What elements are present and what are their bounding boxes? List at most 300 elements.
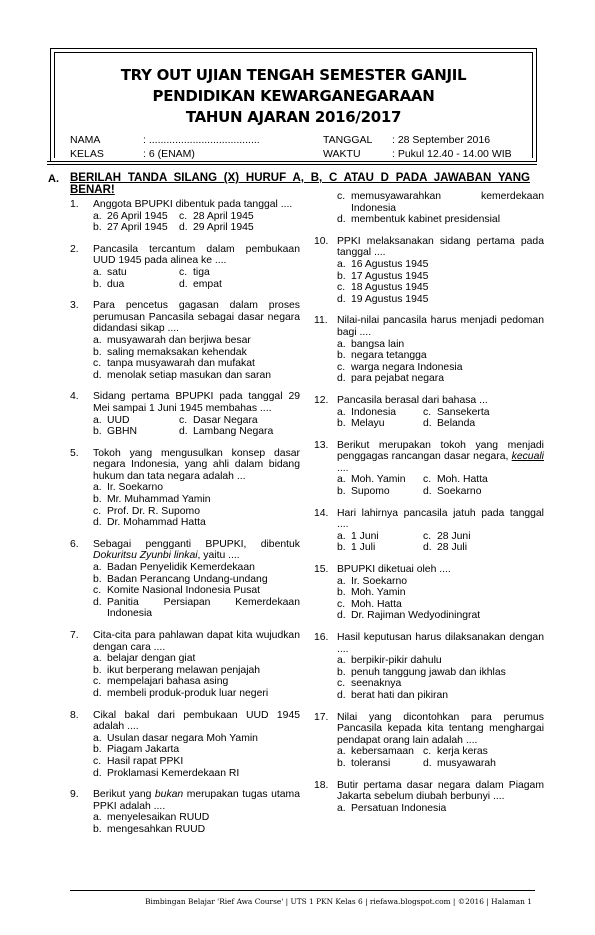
answer-options (337, 746, 544, 769)
option-text: Melayu (351, 418, 385, 430)
answer-option[interactable] (337, 294, 544, 306)
exam-title: TRY OUT UJIAN TENGAH SEMESTER GANJIL (120, 66, 467, 84)
answer-option[interactable] (93, 517, 300, 529)
option-letter: a. (337, 258, 346, 270)
question-text: Pancasila tercantum dalam pembukaan UUD 1945 pada alinea ke .... (93, 243, 300, 267)
question-text: Hari lahirnya pancasila jatuh pada tanggal .... (337, 507, 544, 531)
option-letter: b. (337, 587, 346, 599)
option-letter: a. (93, 334, 102, 346)
option-letter: a. (337, 575, 346, 587)
option-letter: c. (93, 585, 102, 597)
question-number: 9. (70, 789, 79, 801)
answer-options (93, 653, 300, 699)
question-item (70, 710, 300, 780)
option-text: ikut berperang melawan penjajah (107, 664, 261, 676)
waktu-value: : Pukul 12.40 - 14.00 WIB (392, 148, 512, 160)
answer-option[interactable] (93, 744, 300, 756)
question-text: Berikut merupakan tokoh yang menjadi penggagas rancangan dasar negara, kecuali .... (337, 439, 544, 474)
option-letter: c. (337, 678, 346, 690)
question-item (70, 539, 300, 620)
answer-options (93, 415, 300, 438)
answer-option[interactable] (93, 597, 300, 620)
answer-option[interactable] (179, 279, 299, 291)
answer-option[interactable] (337, 746, 423, 758)
option-letter: a. (337, 746, 346, 758)
option-text: Panitia Persiapan Kemerdekaan Indonesia (107, 596, 300, 620)
answer-option[interactable] (93, 812, 300, 824)
option-text: kerja keras (437, 746, 488, 758)
option-text: negara tetangga (351, 350, 427, 362)
answer-option[interactable] (93, 335, 300, 347)
option-letter: d. (93, 517, 102, 529)
answer-option[interactable] (93, 676, 300, 688)
option-text: berat hati dan pikiran (351, 689, 449, 701)
question-text: PPKI melaksanakan sidang pertama pada tanggal .... (337, 235, 544, 259)
option-text: Badan Perancang Undang-undang (107, 573, 268, 585)
option-text: 28 April 1945 (193, 210, 254, 222)
option-text: 1 Juni (351, 530, 379, 542)
question-item (70, 391, 300, 437)
question-text: Sebagai pengganti BPUPKI, dibentuk Dokuritsu Zyunbi linkai, yaitu .... (93, 538, 300, 562)
option-text: Ir. Soekarno (107, 482, 164, 494)
option-letter: d. (93, 767, 102, 779)
option-text: menyelesaikan RUUD (107, 812, 210, 824)
option-text: memusyawarahkan kemerdekaan Indonesia (351, 191, 544, 214)
answer-option[interactable] (93, 824, 300, 836)
question-column-right (314, 191, 544, 824)
answer-options (93, 482, 300, 528)
question-item (70, 448, 300, 529)
answer-option[interactable] (93, 211, 179, 223)
answer-options (337, 407, 544, 430)
option-letter: a. (93, 562, 102, 574)
answer-option[interactable] (423, 758, 543, 770)
answer-option[interactable] (93, 688, 300, 700)
answer-options (337, 259, 544, 305)
answer-option[interactable] (423, 418, 543, 430)
answer-option[interactable] (93, 358, 300, 370)
question-number: 14. (314, 507, 329, 519)
option-text: kebersamaan (351, 746, 414, 758)
option-letter: a. (93, 266, 102, 278)
option-text: tiga (193, 266, 210, 278)
option-letter: c. (423, 530, 432, 542)
question-item (314, 712, 544, 770)
option-text: Moh. Yamin (351, 587, 406, 599)
answer-option[interactable] (93, 426, 179, 438)
option-text: penuh tanggung jawab dan ikhlas (351, 666, 506, 678)
question-item (70, 300, 300, 381)
answer-option[interactable] (179, 222, 299, 234)
question-text: Anggota BPUPKI dibentuk pada tanggal .... (93, 199, 293, 210)
option-text: mempelajari bahasa asing (107, 676, 229, 688)
tanggal-value: : 28 September 2016 (392, 134, 491, 146)
option-text: Piagam Jakarta (107, 744, 180, 756)
subject-title: PENDIDIKAN KEWARGANEGARAAN (152, 87, 435, 105)
header-bottom-rule (47, 161, 537, 162)
option-text: dua (107, 278, 125, 290)
question-text: Pancasila berasal dari bahasa ... (337, 394, 488, 406)
option-letter: a. (337, 338, 346, 350)
answer-option[interactable] (93, 267, 179, 279)
option-letter: c. (337, 282, 346, 294)
answer-options (337, 576, 544, 622)
option-letter: c. (93, 755, 102, 767)
option-text: Hasil rapat PPKI (107, 755, 184, 767)
answer-option[interactable] (337, 350, 544, 362)
option-letter: a. (93, 732, 102, 744)
option-text: Dr. Rajiman Wedyodiningrat (351, 610, 481, 622)
answer-option[interactable] (93, 585, 300, 597)
answer-option[interactable] (179, 426, 299, 438)
option-text: Prof. Dr. R. Supomo (107, 505, 200, 517)
answer-option[interactable] (337, 373, 544, 385)
answer-option[interactable] (337, 486, 423, 498)
answer-option[interactable] (337, 259, 544, 271)
answer-options (93, 335, 300, 381)
question-text: Butir pertama dasar negara dalam Piagam Jakarta sebelum diubah berbunyi .... (337, 779, 544, 803)
question-number: 7. (70, 630, 79, 641)
option-letter: a. (93, 482, 102, 494)
question-item (70, 789, 300, 835)
option-text: 28 Juli (437, 542, 468, 554)
option-text: 1 Juli (351, 542, 376, 554)
waktu-label: WAKTU (323, 148, 361, 160)
option-letter: b. (337, 270, 346, 282)
question-text: Hasil keputusan harus dilaksanakan dengan .... (337, 632, 544, 655)
option-letter: b. (93, 744, 102, 756)
answer-options (93, 562, 300, 620)
option-letter: a. (93, 653, 102, 665)
question-number: 10. (314, 235, 329, 247)
page-footer: Bimbingan Belajar 'Rief Awa Course' | UTS 1 PKN Kelas 6 | riefawa.blogspot.com | ©2016 | Halaman 1 (145, 897, 532, 906)
answer-option[interactable] (93, 574, 300, 586)
question-number: 18. (314, 779, 329, 791)
option-text: 28 Juni (437, 530, 471, 542)
question-number: 1. (70, 199, 79, 210)
option-text: membeli produk-produk luar negeri (107, 687, 269, 699)
option-text: musyawarah (437, 757, 496, 769)
answer-option[interactable] (93, 482, 300, 494)
answer-option[interactable] (337, 531, 423, 543)
emphasis-text: kecuali (511, 451, 544, 463)
answer-option[interactable] (93, 768, 300, 780)
option-text: belajar dengan giat (107, 653, 196, 665)
answer-option[interactable] (337, 282, 544, 294)
question-text: BPUPKI diketuai oleh .... (337, 564, 451, 576)
answer-option[interactable] (179, 415, 299, 427)
question-number: 6. (70, 538, 79, 550)
answer-option[interactable] (93, 653, 300, 665)
answer-option[interactable] (93, 733, 300, 745)
option-letter: b. (93, 222, 102, 234)
option-text: Moh. Hatta (437, 474, 488, 486)
option-letter: a. (93, 414, 102, 426)
option-text: 18 Agustus 1945 (351, 282, 429, 294)
answer-options (337, 655, 544, 701)
option-text: Dr. Mohammad Hatta (107, 517, 206, 529)
option-letter: d. (423, 486, 432, 498)
question-number: 15. (314, 564, 329, 576)
answer-option[interactable] (337, 418, 423, 430)
option-letter: b. (93, 573, 102, 585)
answer-option[interactable] (93, 279, 179, 291)
header-bottom-rule-2 (47, 164, 537, 165)
question-number: 8. (70, 709, 79, 721)
option-text: Soekarno (437, 486, 482, 498)
option-letter: c. (179, 414, 188, 426)
option-text: Sansekerta (437, 406, 490, 418)
option-letter: d. (179, 222, 188, 234)
option-letter: b. (93, 426, 102, 438)
option-text: seenaknya (351, 678, 402, 690)
question-item (314, 191, 544, 226)
answer-options (337, 531, 544, 554)
answer-option[interactable] (423, 407, 543, 419)
question-item (70, 630, 300, 700)
question-column-left (70, 199, 300, 846)
option-letter: c. (337, 598, 346, 610)
question-text: Nilai yang dicontohkan para perumus Pancasila kepada kita tentang menghargai pendapat orang lain adalah .... (337, 711, 544, 746)
option-letter: b. (93, 823, 102, 835)
option-text: membentuk kabinet presidensial (351, 214, 501, 226)
answer-options (93, 267, 300, 290)
option-text: Belanda (437, 418, 476, 430)
answer-option[interactable] (337, 474, 423, 486)
question-number: 11. (314, 315, 328, 327)
answer-option[interactable] (337, 587, 544, 599)
answer-options (93, 812, 300, 835)
answer-option[interactable] (423, 531, 543, 543)
question-text: Berikut yang bukan merupakan tugas utama PPKI adalah .... (93, 789, 300, 812)
answer-option[interactable] (337, 803, 544, 815)
answer-option[interactable] (93, 562, 300, 574)
option-text: 17 Agustus 1945 (351, 270, 429, 282)
question-number: 13. (314, 439, 329, 451)
question-number: 3. (70, 300, 79, 312)
option-text: 27 April 1945 (107, 222, 168, 234)
option-letter: d. (337, 689, 346, 701)
answer-option[interactable] (337, 667, 544, 679)
question-item (314, 315, 544, 385)
answer-option[interactable] (423, 474, 543, 486)
option-text: Moh. Hatta (351, 598, 402, 610)
answer-option[interactable] (423, 486, 543, 498)
answer-option[interactable] (93, 506, 300, 518)
option-text: para pejabat negara (351, 373, 445, 385)
question-item (314, 236, 544, 306)
option-text: berpikir-pikir dahulu (351, 655, 442, 667)
option-letter: d. (337, 373, 346, 385)
answer-option[interactable] (93, 756, 300, 768)
answer-option[interactable] (337, 678, 544, 690)
answer-options (93, 211, 300, 234)
question-item (70, 199, 300, 234)
option-text: Badan Penyelidik Kemerdekaan (107, 562, 255, 574)
option-text: toleransi (351, 757, 391, 769)
question-item (314, 440, 544, 498)
option-text: Ir. Soekarno (351, 575, 408, 587)
emphasis-text: bukan (154, 789, 184, 801)
answer-option[interactable] (423, 542, 543, 554)
answer-options (93, 733, 300, 779)
option-letter: d. (337, 293, 346, 305)
answer-option[interactable] (93, 347, 300, 359)
option-letter: c. (423, 746, 432, 758)
section-instruction: BERILAH TANDA SILANG (X) HURUF A, B, C ATAU D PADA JAWABAN YANG BENAR! (70, 172, 530, 196)
answer-option[interactable] (337, 407, 423, 419)
answer-option[interactable] (337, 542, 423, 554)
question-text: Sidang pertama BPUPKI pada tanggal 29 Mei sampai 1 Juni 1945 membahas .... (93, 391, 300, 414)
answer-option[interactable] (337, 271, 544, 283)
option-text: bangsa lain (351, 338, 405, 350)
question-item (314, 632, 544, 702)
emphasis-text: Dokuritsu Zyunbi linkai (93, 550, 198, 562)
question-number: 17. (314, 711, 329, 723)
option-text: Mr. Muhammad Yamin (107, 494, 211, 506)
nama-value: : ...................................... (143, 134, 260, 146)
footer-rule (70, 890, 535, 891)
question-text: Tokoh yang mengusulkan konsep dasar negara Indonesia, yang ahli dalam bidang hukum dan tata negara adalah ... (93, 447, 300, 482)
question-text: Cita-cita para pahlawan dapat kita wujudkan dengan cara .... (93, 630, 300, 653)
option-letter: d. (179, 426, 188, 438)
option-letter: a. (337, 406, 346, 418)
option-letter: b. (337, 757, 346, 769)
option-text: Komite Nasional Indonesia Pusat (107, 585, 261, 597)
question-item (314, 564, 544, 622)
option-text: Dasar Negara (193, 414, 258, 426)
answer-option[interactable] (337, 191, 544, 214)
option-letter: d. (337, 214, 346, 226)
option-letter: d. (423, 542, 432, 554)
answer-option[interactable] (337, 690, 544, 702)
option-text: Lambang Negara (193, 426, 274, 438)
option-letter: c. (423, 474, 432, 486)
option-letter: c. (93, 505, 102, 517)
option-letter: d. (93, 369, 102, 381)
option-text: 29 April 1945 (193, 222, 254, 234)
answer-option[interactable] (337, 362, 544, 374)
option-letter: d. (179, 278, 188, 290)
option-letter: c. (423, 406, 432, 418)
tanggal-label: TANGGAL (323, 134, 373, 146)
answer-option[interactable] (337, 610, 544, 622)
option-letter: b. (337, 542, 346, 554)
option-letter: c. (179, 266, 188, 278)
question-text: Para pencetus gagasan dalam proses perumusan Pancasila sebagai dasar negara didandasi sikap .... (93, 300, 300, 335)
option-letter: b. (337, 486, 346, 498)
option-text: Usulan dasar negara Moh Yamin (107, 732, 258, 744)
option-text: satu (107, 266, 127, 278)
answer-option[interactable] (93, 222, 179, 234)
option-text: Supomo (351, 486, 390, 498)
option-letter: b. (93, 346, 102, 358)
option-text: Proklamasi Kemerdekaan RI (107, 767, 240, 779)
answer-option[interactable] (179, 267, 299, 279)
option-text: 16 Agustus 1945 (351, 258, 429, 270)
school-year-title: TAHUN AJARAN 2016/2017 (185, 108, 402, 126)
answer-option[interactable] (93, 494, 300, 506)
option-letter: d. (93, 687, 102, 699)
option-text: Moh. Yamin (351, 474, 406, 486)
answer-option[interactable] (337, 214, 544, 226)
answer-option[interactable] (337, 576, 544, 588)
answer-option[interactable] (179, 211, 299, 223)
option-letter: a. (337, 802, 346, 814)
option-letter: d. (93, 596, 102, 608)
option-letter: a. (337, 655, 346, 667)
answer-options (337, 474, 544, 497)
option-text: Persatuan Indonesia (351, 802, 447, 814)
option-letter: d. (423, 418, 432, 430)
nama-label: NAMA (70, 134, 101, 146)
question-text: Nilai-nilai pancasila harus menjadi pedoman bagi .... (337, 315, 544, 338)
option-letter: b. (93, 278, 102, 290)
option-letter: a. (93, 210, 102, 222)
option-text: mengesahkan RUUD (107, 823, 206, 835)
answer-option[interactable] (93, 415, 179, 427)
option-text: GBHN (107, 426, 138, 438)
question-number: 16. (314, 632, 329, 643)
option-letter: b. (93, 494, 102, 506)
option-letter: b. (337, 418, 346, 430)
option-letter: c. (337, 191, 346, 202)
option-letter: a. (337, 530, 346, 542)
answer-options (337, 803, 544, 815)
section-letter: A. (48, 173, 59, 185)
answer-option[interactable] (93, 665, 300, 677)
option-text: warga negara Indonesia (351, 361, 463, 373)
kelas-value: : 6 (ENAM) (143, 148, 195, 160)
question-item (314, 395, 544, 430)
answer-options (337, 339, 544, 385)
option-text: musyawarah dan berjiwa besar (107, 334, 251, 346)
option-text: empat (193, 278, 222, 290)
answer-option[interactable] (337, 655, 544, 667)
question-number: 5. (70, 447, 79, 459)
question-item (314, 780, 544, 815)
option-text: menolak setiap masukan dan saran (107, 369, 272, 381)
option-letter: d. (423, 757, 432, 769)
question-number: 4. (70, 391, 79, 403)
answer-option[interactable] (337, 758, 423, 770)
option-letter: a. (337, 474, 346, 486)
question-item (70, 244, 300, 290)
option-text: Indonesia (351, 406, 397, 418)
answer-option[interactable] (93, 370, 300, 382)
option-letter: c. (337, 361, 346, 373)
answer-option[interactable] (423, 746, 543, 758)
option-letter: c. (179, 210, 188, 222)
kelas-label: KELAS (70, 148, 104, 160)
option-text: UUD (107, 414, 130, 426)
option-letter: b. (337, 350, 346, 362)
question-item (314, 508, 544, 554)
option-letter: b. (93, 664, 102, 676)
option-text: saling memaksakan kehendak (107, 346, 247, 358)
question-number: 12. (314, 394, 329, 406)
answer-options (337, 191, 544, 226)
option-text: tanpa musyawarah dan mufakat (107, 358, 255, 370)
option-letter: a. (93, 812, 102, 824)
option-letter: b. (337, 666, 346, 678)
option-text: 26 April 1945 (107, 210, 168, 222)
option-letter: c. (93, 358, 102, 370)
answer-option[interactable] (337, 339, 544, 351)
answer-option[interactable] (337, 599, 544, 611)
option-letter: d. (337, 610, 346, 622)
question-number: 2. (70, 243, 79, 255)
